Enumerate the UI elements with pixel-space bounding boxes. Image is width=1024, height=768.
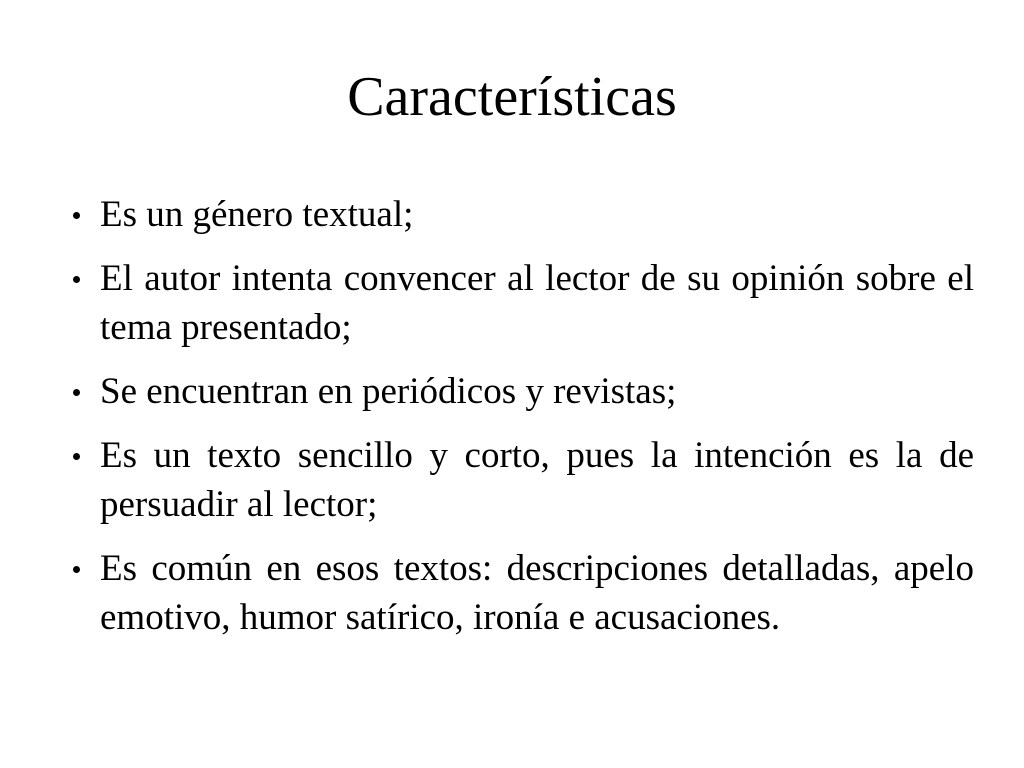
bullet-item bbox=[68, 431, 974, 529]
bullet-dot-icon bbox=[73, 389, 80, 396]
bullet-item bbox=[68, 190, 974, 239]
bullet-item bbox=[68, 544, 974, 642]
bullet-dot-icon bbox=[73, 453, 80, 460]
bullet-text: Es un género textual; bbox=[100, 194, 414, 235]
slide-title: Características bbox=[347, 66, 677, 128]
bullet-dot-icon bbox=[73, 276, 80, 283]
bullet-dot-icon bbox=[73, 212, 80, 219]
bullet-text: Se encuentran en periódicos y revistas; bbox=[100, 371, 677, 412]
bullet-text: El autor intenta convencer al lector de su opinión sobre el tema presentado; bbox=[100, 258, 974, 348]
bullet-text: Es un texto sencillo y corto, pues la intención es la de persuadir al lector; bbox=[100, 435, 974, 525]
bullet-dot-icon bbox=[73, 566, 80, 573]
bullet-list bbox=[68, 190, 974, 657]
bullet-item bbox=[68, 254, 974, 352]
bullet-text: Es común en esos textos: descripciones detalladas, apelo emotivo, humor satírico, ironía e acusaciones. bbox=[100, 548, 974, 638]
bullet-item bbox=[68, 367, 974, 416]
